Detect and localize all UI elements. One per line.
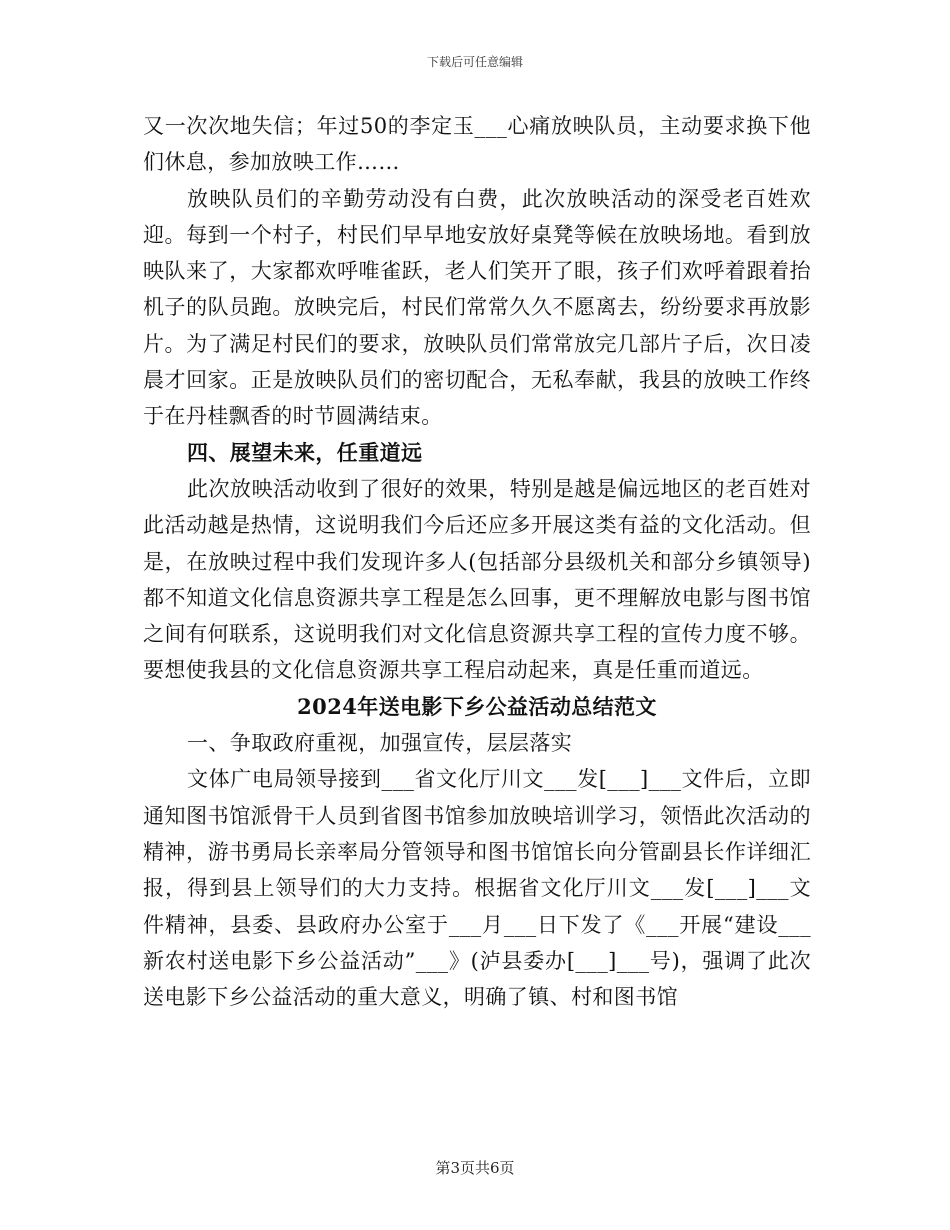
paragraph-government-support: 文体广电局领导接到___省文化厅川文___发[___]___文件后，立即通知图书馆派骨干人员到省图书馆参加放映培训学习，领悟此次活动的精神，游书勇局长亲率局分管领导和图书馆馆长向分管副县长作详细汇报，得到县上领导们的大力支持。根据省文化厅川文___发[___]___文件精神，县委、县政府办公室于___月___日下发了《___开展“建设___新农村送电影下乡公益活动”___》(泸县委办[___]___号)，强调了此次送电影下乡公益活动的重大意义，明确了镇、村和图书馆 — [143, 767, 811, 1010]
paragraph-continuation: 又一次次地失信；年过50的李定玉___心痛放映队员，主动要求换下他们休息，参加放映工作…… — [143, 114, 811, 175]
document-body — [143, 108, 811, 1015]
section-subheading-one: 一、争取政府重视，加强宣传，层层落实 — [187, 731, 573, 756]
section-heading-four: 四、展望未来，任重道远 — [187, 439, 423, 465]
page-header-note: 下载后可任意编辑 — [426, 55, 523, 69]
paragraph-outlook: 此次放映活动收到了很好的效果，特别是越是偏远地区的老百姓对此活动越是热情，这说明我们今后还应多开展这类有益的文化活动。但是，在放映过程中我们发现许多人(包括部分县级机关和部分乡镇领导)都不知道文化信息资源共享工程是怎么回事，更不理解放电影与图书馆之间有何联系，这说明我们对文化信息资源共享工程的宣传力度不够。要想使我县的文化信息资源共享工程启动起来，真是任重而道远。 — [143, 476, 811, 683]
page-number: 第3页共6页 — [435, 1159, 515, 1177]
article-title: 2024年送电影下乡公益活动总结范文 — [297, 693, 657, 719]
paragraph-screening-work: 放映队员们的辛勤劳动没有白费，此次放映活动的深受老百姓欢迎。每到一个村子，村民们早早地安放好桌凳等候在放映场地。看到放映队来了，大家都欢呼唯雀跃，老人们笑开了眼，孩子们欢呼着跟着抬机子的队员跑。放映完后，村民们常常久久不愿离去，纷纷要求再放影片。为了满足村民们的要求，放映队员们常常放完几部片子后，次日凌晨才回家。正是放映队员们的密切配合，无私奉献，我县的放映工作终于在丹桂飘香的时节圆满结束。 — [143, 186, 811, 429]
